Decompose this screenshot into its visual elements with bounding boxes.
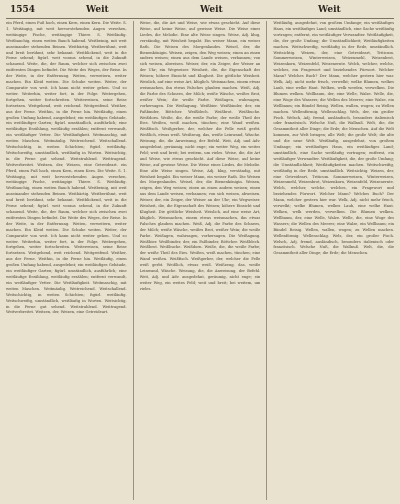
text-column-left — [6, 21, 127, 500]
page-header — [6, 4, 394, 18]
text-column-right — [273, 21, 394, 500]
header-rule — [6, 18, 394, 19]
text-column-middle — [140, 21, 261, 500]
left-column-heading: Weit — [86, 5, 109, 15]
page-number: 1554 — [10, 5, 36, 15]
right-column-heading: Weit — [318, 5, 341, 15]
column-text: ein Pferd, einen Fuß hoch, einen Kern, einen Kern. Die Weite. S. 1. Weitäugig, mit weit hervorstehenden Augen versehen, weitäugige Fische, weitäugige Thiere. S. Weitläufig. Weitbauchig, einen weiten Bauch habend. Weitbeinig, mit weit auseinander stehenden Beinen. Weitbärtig. Weitberühmt, weit und breit berühmt, sehr bekannt. Weitblickend, weit in die Ferne sehend; figürl. weit voraus sehend, in die Zukunft schauend. Weite, die, der Raum, welcher sich zwischen zwei entfernten Dingen befindet. Die Weite des Weges, der Reise. In der Weite, in der Entfernung. Weiten, verweitern, weiter machen. Ein Kleid weiten. Die Schuhe weiten. Weiter, der Comparativ von weit. Ich kann nicht weiter gehen. Und so weiter. Weiterhin, weiter fort, in der Folge. Weitergehen, fortgehen, weiter fortschreiten. Weiterreisen, seine Reise fortsetzen. Weitgehend, weit reichend. Weitgreifend. Weither, aus der Ferne. Weithin, in die Ferne hin. Weitläufig, einen großen Umfang habend, ausgedehnt; ein weitläufiges Gebäude, ein weitläufiger Garten; figürl. umständlich, ausführlich; eine weitläufige Erzählung, weitläufig erzählen; entfernt verwandt, ein weitläufiger Vetter. Die Weitläufigkeit. Weitmaschig, mit weiten Maschen. Weitmäulig. Weitreichend. Weitschallend. Weitschichtig, in weiten Schichten; figürl. weitläufig. Weitschweifig, umständlich, weitläufig in Worten. Weitsichtig, in die Ferne gut sehend. Weitstrahlend. Weittragend. Weitverbreitet. Weitzen, der, Weizen, eine Getreideart. ein Pferd, einen Fuß hoch, einen Kern, einen Kern. Die Weite. S. 1. Weitäugig, mit weit hervorstehenden Augen versehen, weitäugige Fische, weitäugige Thiere. S. Weitläufig. Weitbauchig, einen weiten Bauch habend. Weitbeinig, mit weit auseinander stehenden Beinen. Weitbärtig. Weitberühmt, weit und breit berühmt, sehr bekannt. Weitblickend, weit in die Ferne sehend; figürl. weit voraus sehend, in die Zukunft schauend. Weite, die, der Raum, welcher sich zwischen zwei entfernten Dingen befindet. Die Weite des Weges, der Reise. In der Weite, in der Entfernung. Weiten, verweitern, weiter machen. Ein Kleid weiten. Die Schuhe weiten. Weiter, der Comparativ von weit. Ich kann nicht weiter gehen. Und so weiter. Weiterhin, weiter fort, in der Folge. Weitergehen, fortgehen, weiter fortschreiten. Weiterreisen, seine Reise fortsetzen. Weitgehend, weit reichend. Weitgreifend. Weither, aus der Ferne. Weithin, in die Ferne hin. Weitläufig, einen großen Umfang habend, ausgedehnt; ein weitläufiges Gebäude, ein weitläufiger Garten; figürl. umständlich, ausführlich; eine weitläufige Erzählung, weitläufig erzählen; entfernt verwandt, ein weitläufiger Vetter. Die Weitläufigkeit. Weitmaschig, mit weiten Maschen. Weitmäulig. Weitreichend. Weitschallend. Weitschichtig, in weiten Schichten; figürl. weitläufig. Weitschweifig, umständlich, weitläufig in Worten. Weitsichtig, in die Ferne gut sehend. Weitstrahlend. Weittragend. Weitverbreitet. Weitzen, der, Weizen, eine Getreideart. — [6, 21, 127, 315]
column-text: Weise, die, die Art und Weise, wie etwas geschieht. Auf diese Weise, auf keine Weise, auf gewisse Weise. Die Weise eines Liedes, die Melodie. Eine alte Weise singen. Weise, Adj. klug, verständig, mit Weisheit begabt. Ein weiser Mann, ein weiser Rath. Die Weisen des Morgenlandes. Weisel, der, die Bienenkönigin. Weisen, zeigen, den Weg weisen; einen an einen andern weisen; einen aus dem Lande weisen, verbannen; von sich weisen, abweisen. Weiser, der, ein Zeiger, der Weiser an der Uhr; ein Wegweiser. Weisheit, die, die Eigenschaft des Weisen; höhere Einsicht und Klugheit. Die göttliche Weisheit. Weislich, auf eine weise Art, klüglich. Weismachen, einem etwas weismachen, ihn etwas Falsches glauben machen. Weiß, Adj. die Farbe des Schnees, der Milch; weiße Wäsche, weißes Brot, weißer Wein; die weiße Farbe. Weißagen, wahrsagen, vorhersagen. Die Weißagung. Weißbier. Weißbinder, der, ein Faßbinder, Böttcher. Weißblech. Weißbrot. Weißbuche. Weißdorn. Weiße, die, die weiße Farbe; der weiße Theil des Eies. Weißen, weiß machen, tünchen; eine Wand weißen. Weißfisch. Weißgerber, der, welcher die Felle weiß gerbt. Weißlich, etwas weiß. Weißzeug, das, weiße Leinwand, Wäsche. Weisung, die, die Anweisung, der Befehl. Weit, Adj. und Adv. ausgedehnt, geräumig, nicht enge; ein weiter Weg, ein weites Feld; weit und breit; bei weitem, um vieles. Weise, die, die Art und Weise, wie etwas geschieht. Auf diese Weise, auf keine Weise, auf gewisse Weise. Die Weise eines Liedes, die Melodie. Eine alte Weise singen. Weise, Adj. klug, verständig, mit Weisheit begabt. Ein weiser Mann, ein weiser Rath. Die Weisen des Morgenlandes. Weisel, der, die Bienenkönigin. Weisen, zeigen, den Weg weisen; einen an einen andern weisen; einen aus dem Lande weisen, verbannen; von sich weisen, abweisen. Weiser, der, ein Zeiger, der Weiser an der Uhr; ein Wegweiser. Weisheit, die, die Eigenschaft des Weisen; höhere Einsicht und Klugheit. Die göttliche Weisheit. Weislich, auf eine weise Art, klüglich. Weismachen, einem etwas weismachen, ihn etwas Falsches glauben machen. Weiß, Adj. die Farbe des Schnees, der Milch; weiße Wäsche, weißes Brot, weißer Wein; die weiße Farbe. Weißagen, wahrsagen, vorhersagen. Die Weißagung. Weißbier. Weißbinder, der, ein Faßbinder, Böttcher. Weißblech. Weißbrot. Weißbuche. Weißdorn. Weiße, die, die weiße Farbe; der weiße Theil des Eies. Weißen, weiß machen, tünchen; eine Wand weißen. Weißfisch. Weißgerber, der, welcher die Felle weiß gerbt. Weißlich, etwas weiß. Weißzeug, das, weiße Leinwand, Wäsche. Weisung, die, die Anweisung, der Befehl. Weit, Adj. und Adv. ausgedehnt, geräumig, nicht enge; ein weiter Weg, ein weites Feld; weit und breit; bei weitem, um vieles. — [139, 21, 261, 291]
column-divider — [266, 21, 267, 500]
column-text: Weitläufig, ausgedehnt, von großem Umfange; ein weitläufiges Haus, ein weitläufiges Land; umständlich, eine Sache weitläufig vortragen; entfernt, ein weitläufiger Verwandter. Weitläufigkeit, die, der große Umfang; die Umständlichkeit; Weitläufigkeiten machen. Weitschweifig, weitläufig in der Rede, umständlich. Weitsichtig. Weizen, der, eine Getreideart, Triticum. Sommerweizen, Winterweizen, Weizenmehl, Weizenbrot, Weizenkorn, Weizenfeld, Weizenernte. Welch, welcher, welche, welches, ein Fragewort und beziehendes Fürwort. Welcher Mann? Welches Buch? Der Mann, welcher gestern hier war. Welk, Adj. nicht mehr frisch, verwelkt; welke Blumen, welkes Laub, eine welke Haut. Welken, welk werden, verwelken. Die Blumen welken. Wellbaum, der, eine Welle, Walze. Welle, die, eine Woge des Wassers; die Wellen des Meeres; eine Walze, ein Wellbaum; ein Bündel Reisig. Wellen, wallen, wogen; zu Wellen machen. Wellenförmig. Wellenschlag. Wels, der, ein großer Fisch. Welsch, Adj. fremd, ausländisch, besonders italienisch oder französisch. Welsche Nuß, die Wallnuß. Welt, die, die Gesammtheit aller Dinge; die Erde; die Menschen. Auf die Welt kommen, zur Welt bringen; alle Welt; die große Welt; die alte und die neue Welt. Weitläufig, ausgedehnt, von großem Umfange; ein weitläufiges Haus, ein weitläufiges Land; umständlich, eine Sache weitläufig vortragen; entfernt, ein weitläufiger Verwandter. Weitläufigkeit, die, der große Umfang; die Umständlichkeit; Weitläufigkeiten machen. Weitschweifig, weitläufig in der Rede, umständlich. Weitsichtig. Weizen, der, eine Getreideart, Triticum. Sommerweizen, Winterweizen, Weizenmehl, Weizenbrot, Weizenkorn, Weizenfeld, Weizenernte. Welch, welcher, welche, welches, ein Fragewort und beziehendes Fürwort. Welcher Mann? Welches Buch? Der Mann, welcher gestern hier war. Welk, Adj. nicht mehr frisch, verwelkt; welke Blumen, welkes Laub, eine welke Haut. Welken, welk werden, verwelken. Die Blumen welken. Wellbaum, der, eine Welle, Walze. Welle, die, eine Woge des Wassers; die Wellen des Meeres; eine Walze, ein Wellbaum; ein Bündel Reisig. Wellen, wallen, wogen; zu Wellen machen. Wellenförmig. Wellenschlag. Wels, der, ein großer Fisch. Welsch, Adj. fremd, ausländisch, besonders italienisch oder französisch. Welsche Nuß, die Wallnuß. Welt, die, die Gesammtheit aller Dinge; die Erde; die Menschen. — [273, 21, 395, 256]
middle-column-heading: Weit — [200, 5, 223, 15]
text-columns — [6, 21, 394, 500]
column-divider — [133, 21, 134, 500]
